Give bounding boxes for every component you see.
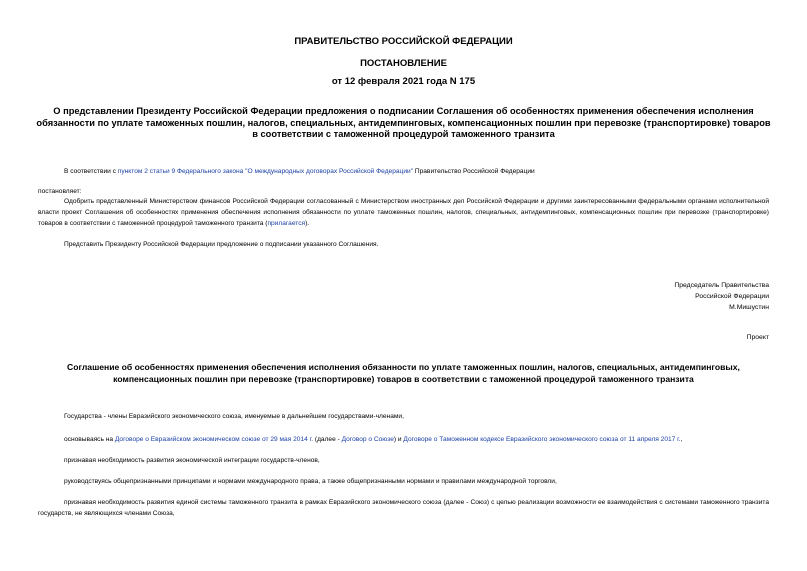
item-1-text-after: ). (305, 220, 310, 227)
item-1-paragraph (38, 196, 769, 229)
project-label: Проект (746, 334, 769, 341)
agreement-p2-after: , (680, 436, 683, 443)
union-treaty-link[interactable]: Договор о Союзе (341, 436, 394, 443)
agreement-paragraph-1: Государства - члены Евразийского экономического союза, именуемые в дальнейшем государствами-членами, (64, 413, 404, 420)
eaeu-treaty-link[interactable]: Договоре о Евразийском экономическом союзе от 29 мая 2014 г. (114, 436, 314, 443)
decides-label: постановляет: (38, 188, 82, 195)
government-heading: ПРАВИТЕЛЬСТВО РОССИЙСКОЙ ФЕДЕРАЦИИ (294, 36, 513, 47)
agreement-paragraph-3: признавая необходимость развития экономической интеграции государств-членов, (64, 457, 320, 464)
agreement-p2-mid2: ) и (393, 436, 404, 443)
federal-law-link[interactable]: пунктом 2 статьи 9 Федерального закона "О международных договорах Российской Федерации" (117, 168, 414, 175)
item-1-text: Одобрить представленный Министерством финансов Российской Федерации согласованный с Министерством иностранных дел Российской Федерации и другими заинтересованными федеральными органами исполнительной власти проект Соглашения об особенностях применения обеспечения исполнения обязанности по уплате таможенных пошлин, налогов, специальных, антидемпинговых, компенсационных пошлин при перевозке (транспортировке) товаров в соответствии с таможенной процедурой таможенного транзита ( (38, 198, 769, 227)
signature-position: Председатель Правительства (674, 282, 769, 289)
item-2-paragraph: Представить Президенту Российской Федерации предложение о подписании указанного Соглашения. (64, 241, 379, 248)
agreement-paragraph-4: руководствуясь общепризнанными принципами и нормами международного права, а также общепризнанными нормами и правилами международной торговли, (64, 478, 557, 485)
preamble-paragraph (64, 166, 764, 177)
preamble-text-after: Правительство Российской Федерации (413, 168, 535, 175)
document-type-heading: ПОСТАНОВЛЕНИЕ (360, 58, 447, 69)
agreement-paragraph-2 (64, 434, 774, 445)
agreement-p2-mid1: (далее - (313, 436, 342, 443)
agreement-paragraph-5: признавая необходимость развития единой системы таможенного транзита в рамках Евразийского экономического союза (далее - Союз) с целью реализации возможности ее взаимодействия с системами таможенного транзита государств, не являющихся членами Союза, (38, 499, 769, 517)
attached-link[interactable]: прилагается (267, 220, 306, 227)
document-title: О представлении Президенту Российской Федерации предложения о подписании Соглашения об особенностях применения обеспечения исполнения обязанности по уплате таможенных пошлин, налогов, специальных, антидемпинговых, компенсационных пошлин при перевозке (транспортировке) товаров в соответствии с таможенной процедурой таможенного транзита (36, 106, 771, 139)
agreement-title: Соглашение об особенностях применения обеспечения исполнения обязанности по уплате таможенных пошлин, налогов, специальных, антидемпинговых, компенсационных пошлин при перевозке (транспортировке) товаров в соответствии с таможенной процедурой таможенного транзита (67, 362, 740, 384)
customs-code-treaty-link[interactable]: Договоре о Таможенном кодексе Евразийского экономического союза от 11 апреля 2017 г. (403, 436, 681, 443)
preamble-text-before: В соответствии с (64, 168, 118, 175)
document-date-number: от 12 февраля 2021 года N 175 (331, 76, 476, 87)
signature-block (674, 280, 769, 313)
signature-name: М.Мишустин (729, 304, 769, 311)
signature-country: Российской Федерации (695, 293, 769, 300)
agreement-p2-before: основываясь на (64, 436, 115, 443)
